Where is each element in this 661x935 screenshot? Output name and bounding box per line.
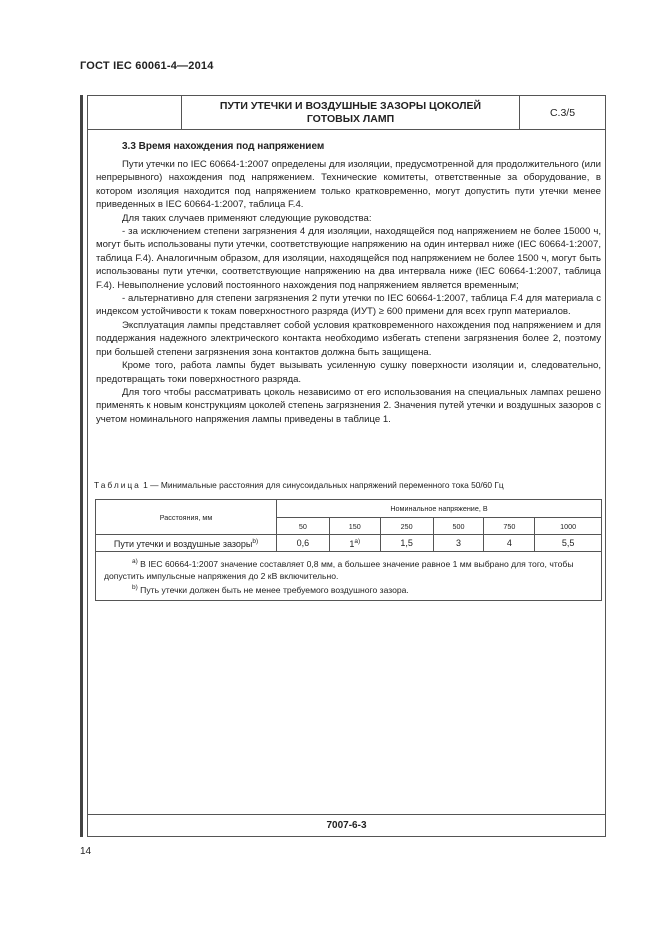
title-empty-cell (88, 96, 182, 129)
paragraph: Кроме того, работа лампы будет вызывать усиленную сушку поверхности изоляции и, следовательно, предотвращать токи поверхностного разряда. (96, 360, 601, 385)
voltage-cell: 500 (433, 518, 484, 535)
sheet-title: ПУТИ УТЕЧКИ И ВОЗДУШНЫЕ ЗАЗОРЫ ЦОКОЛЕЙ ГОТОВЫХ ЛАМП (182, 96, 520, 129)
value-cell: 1$^{a)}$ (329, 535, 380, 552)
row-label: Пути утечки и воздушные зазоры$^{b)}$ (96, 535, 277, 552)
table-caption-prefix: Таблица (94, 480, 141, 490)
paragraph: - за исключением степени загрязнения 4 для изоляции, находящейся под напряжением не более 15000 ч, могут быть использованы пути утечки, соответствующие напряжению на один интервал ниже (IEC 60664-1:2007, таблица F.4). Аналогичным образом, для изоляции, находящейся под напряжением не более 1500 ч, могут быть использованы пути утечки, соответствующие напряжению на два интервала ниже (IEC 60664-1:2007, таблица F.4). Невыполнение условий постоянного нахождения под напряжением является временным; (96, 226, 601, 291)
value-cell: 4 (484, 535, 535, 552)
table-caption (94, 480, 504, 490)
sheet-title-row (88, 96, 605, 130)
paragraph: Эксплуатация лампы представляет собой условия кратковременного нахождения под напряжением и для поддержания надежного электрического контакта необходимо избегать степени загрязнения более 2, поэтому при большей степени загрязнения зона контактов должна быть защищена. (96, 319, 601, 358)
value-cell: 3 (433, 535, 484, 552)
footnote-a: $^{a)}$ В IEC 60664-1:2007 значение составляет 0,8 мм, а большее значение равное 1 мм выбрано для того, чтобы допустить импульсные напряжения до 2 кВ включительно. (104, 558, 574, 581)
voltage-cell: 750 (484, 518, 535, 535)
value-cell: 1,5 (380, 535, 433, 552)
voltage-cell: 1000 (535, 518, 602, 535)
distances-table (95, 499, 602, 601)
footer-divider (88, 814, 605, 815)
footnote-b: $^{b)}$ Путь утечки должен быть не менее требуемого воздушного зазора. (132, 583, 409, 595)
footer-sheet-code: 7007-6-3 (326, 820, 367, 831)
col-header-voltage: Номинальное напряжение, В (277, 500, 602, 518)
voltage-cell: 250 (380, 518, 433, 535)
table-caption-text: 1 — Минимальные расстояния для синусоидальных напряжений переменного тока 50/60 Гц (140, 480, 504, 490)
paragraph: Для таких случаев применяют следующие руководства: (122, 212, 372, 224)
value-cell: 5,5 (535, 535, 602, 552)
standard-designation: ГОСТ IEC 60061-4—2014 (80, 60, 214, 72)
col-header-distances: Расстояния, мм (96, 500, 277, 535)
body-text (96, 158, 601, 426)
voltage-cell: 50 (277, 518, 330, 535)
paragraph: Пути утечки по IEC 60664-1:2007 определены для изоляции, предусмотренной для продолжительного (или непрерывного) нахождения под напряжением. Технические комитеты, ответственные за оборудование, в котором изоляция находится под напряжением только кратковременно, могут допустить пути утечки менее приведенных в IEC 60664-1:2007, таблица F.4. (96, 159, 601, 211)
paragraph: - альтернативно для степени загрязнения 2 пути утечки по IEC 60664-1:2007, таблица F.4 для материала с индексом устойчивости к токам поверхностного разряда (ИУТ) ≥ 600 примени для всех групп материалов. (96, 293, 601, 318)
table-footnotes (96, 552, 602, 601)
value-cell: 0,6 (277, 535, 330, 552)
voltage-cell: 150 (329, 518, 380, 535)
frame-left-bar (80, 95, 83, 837)
paragraph: Для того чтобы рассматривать цоколь независимо от его использования на специальных лампах решено применять к новым конструкциям цоколей степень загрязнения 2. Значения путей утечки и воздушных зазоров с учетом номинального напряжения лампы приведены в таблице 1. (96, 386, 601, 425)
sheet-code: C.3/5 (549, 106, 576, 119)
sheet-frame (87, 95, 606, 837)
page-number: 14 (80, 846, 92, 857)
section-title: 3.3 Время нахождения под напряжением (122, 141, 325, 152)
